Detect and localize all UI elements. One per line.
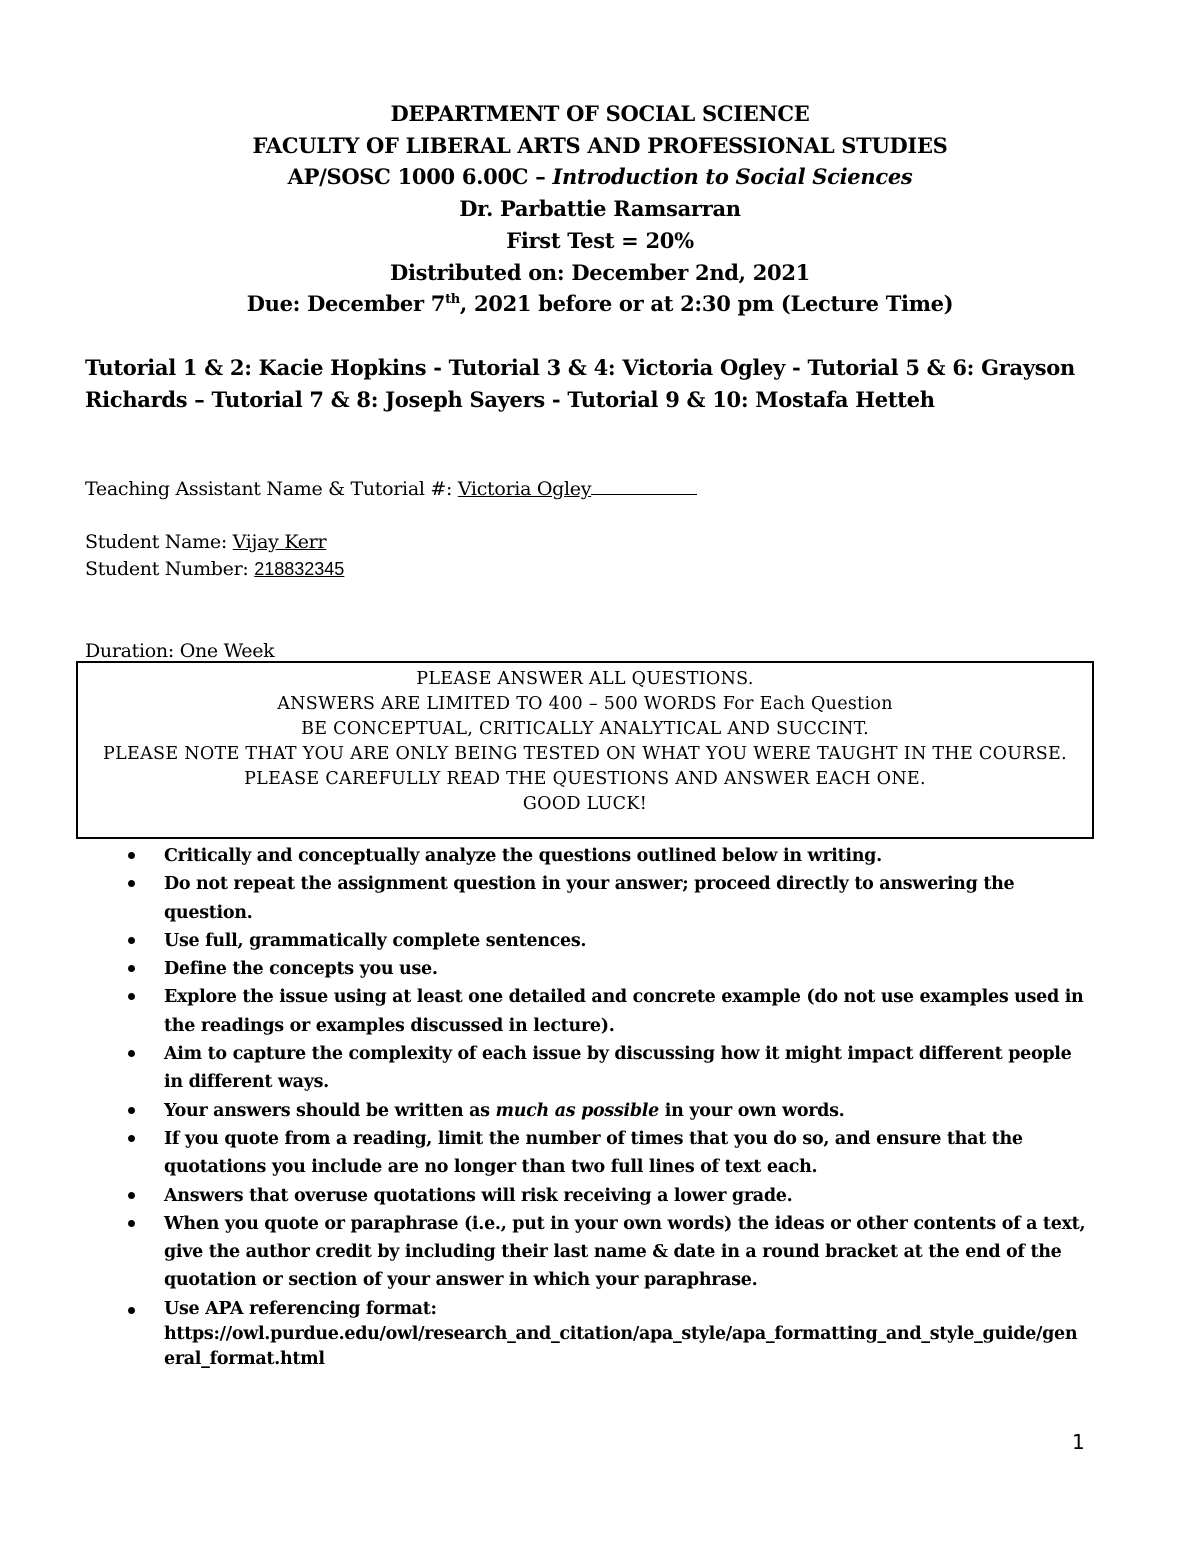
student-name-value: Vijay Kerr bbox=[232, 531, 327, 553]
list-item: Do not repeat the assignment question in your answer; proceed directly to answering the question. bbox=[88, 870, 1088, 927]
notice-line: PLEASE CAREFULLY READ THE QUESTIONS AND ANSWER EACH ONE. bbox=[244, 769, 926, 789]
department-heading: DEPARTMENT OF SOCIAL SCIENCE bbox=[390, 101, 810, 126]
list-item: Define the concepts you use. bbox=[88, 955, 1088, 983]
test-weight: First Test = 20% bbox=[506, 227, 694, 253]
due-date: Due: December 7th, 2021 before or at 2:30 pm (Lecture Time) bbox=[246, 291, 954, 317]
notice-line: GOOD LUCK! bbox=[522, 794, 648, 814]
duration-field: Duration: One Week bbox=[85, 640, 275, 662]
bullet-icon bbox=[128, 965, 135, 972]
list-item bbox=[88, 1297, 1088, 1372]
list-item: If you quote from a reading, limit the number of times that you do so, and ensure that the quotations you include are no longer than two full lines of text each. bbox=[88, 1125, 1088, 1182]
ta-field bbox=[85, 476, 697, 502]
student-number-field bbox=[85, 556, 344, 582]
ta-blank-line bbox=[591, 493, 697, 495]
student-number-value: 218832345 bbox=[254, 559, 345, 579]
distribution-date: Distributed on: December 2nd, 2021 bbox=[390, 259, 810, 285]
list-item: When you quote or paraphrase (i.e., put in your own words) the ideas or other contents of a text, give the author credit by including their last name & date in a round bracket at the end of the quotation or section of your answer in which your paraphrase. bbox=[88, 1210, 1088, 1295]
course-heading bbox=[60, 161, 1140, 193]
ta-label: Teaching Assistant Name & Tutorial #: bbox=[85, 478, 458, 500]
faculty-heading: FACULTY OF LIBERAL ARTS AND PROFESSIONAL STUDIES bbox=[252, 132, 948, 158]
bullet-icon bbox=[128, 1135, 135, 1142]
notice-line: PLEASE NOTE THAT YOU ARE ONLY BEING TESTED ON WHAT YOU WERE TAUGHT IN THE COURSE. bbox=[103, 744, 1067, 764]
document-header bbox=[60, 98, 1140, 320]
bullet-icon bbox=[128, 1107, 135, 1114]
apa-label: Use APA referencing format: bbox=[164, 1298, 437, 1319]
apa-format-link[interactable]: https://owl.purdue.edu/owl/research_and_citation/apa_style/apa_formatting_and_style_guide/general_format.html bbox=[164, 1323, 1078, 1369]
list-item: Explore the issue using at least one detailed and concrete example (do not use examples used in the readings or examples discussed in lecture). bbox=[88, 983, 1088, 1040]
bullet-icon bbox=[128, 1307, 135, 1314]
list-item: Critically and conceptually analyze the questions outlined below in writing. bbox=[88, 842, 1088, 870]
bullet-icon bbox=[128, 1220, 135, 1227]
list-item: Use full, grammatically complete sentences. bbox=[88, 927, 1088, 955]
instruction-list bbox=[88, 842, 1088, 1372]
bullet-icon bbox=[128, 1192, 135, 1199]
student-name-label: Student Name: bbox=[85, 531, 233, 553]
notice-line: PLEASE ANSWER ALL QUESTIONS. bbox=[416, 669, 754, 689]
student-number-label: Student Number: bbox=[85, 558, 255, 580]
tutorial-assignments: Tutorial 1 & 2: Kacie Hopkins - Tutorial 3 & 4: Victoria Ogley - Tutorial 5 & 6: Grayson Richards – Tutorial 7 & 8: Joseph Sayers - Tutorial 9 & 10: Mostafa Hetteh bbox=[85, 355, 1075, 412]
emphasis-text: much as possible bbox=[495, 1100, 659, 1121]
list-item: Aim to capture the complexity of each issue by discussing how it might impact different people in different ways. bbox=[88, 1040, 1088, 1097]
bullet-icon bbox=[128, 937, 135, 944]
bullet-icon bbox=[128, 880, 135, 887]
bullet-icon bbox=[128, 852, 135, 859]
notice-line: BE CONCEPTUAL, CRITICALLY ANALYTICAL AND SUCCINT. bbox=[301, 719, 869, 739]
list-item: Answers that overuse quotations will risk receiving a lower grade. bbox=[88, 1182, 1088, 1210]
course-code: AP/SOSC 1000 6.00C – bbox=[287, 164, 553, 190]
notice-line: ANSWERS ARE LIMITED TO 400 – 500 WORDS For Each Question bbox=[277, 694, 893, 714]
student-name-field bbox=[85, 529, 326, 555]
list-item: Your answers should be written as much as possible in your own words. bbox=[88, 1097, 1088, 1125]
bullet-icon bbox=[128, 993, 135, 1000]
page-number: 1 bbox=[1072, 1430, 1085, 1454]
ta-value: Victoria Ogley bbox=[457, 478, 592, 500]
instructor-name: Dr. Parbattie Ramsarran bbox=[459, 196, 741, 222]
instructions-notice-box bbox=[76, 661, 1094, 839]
course-title: Introduction to Social Sciences bbox=[552, 164, 913, 190]
bullet-icon bbox=[128, 1050, 135, 1057]
